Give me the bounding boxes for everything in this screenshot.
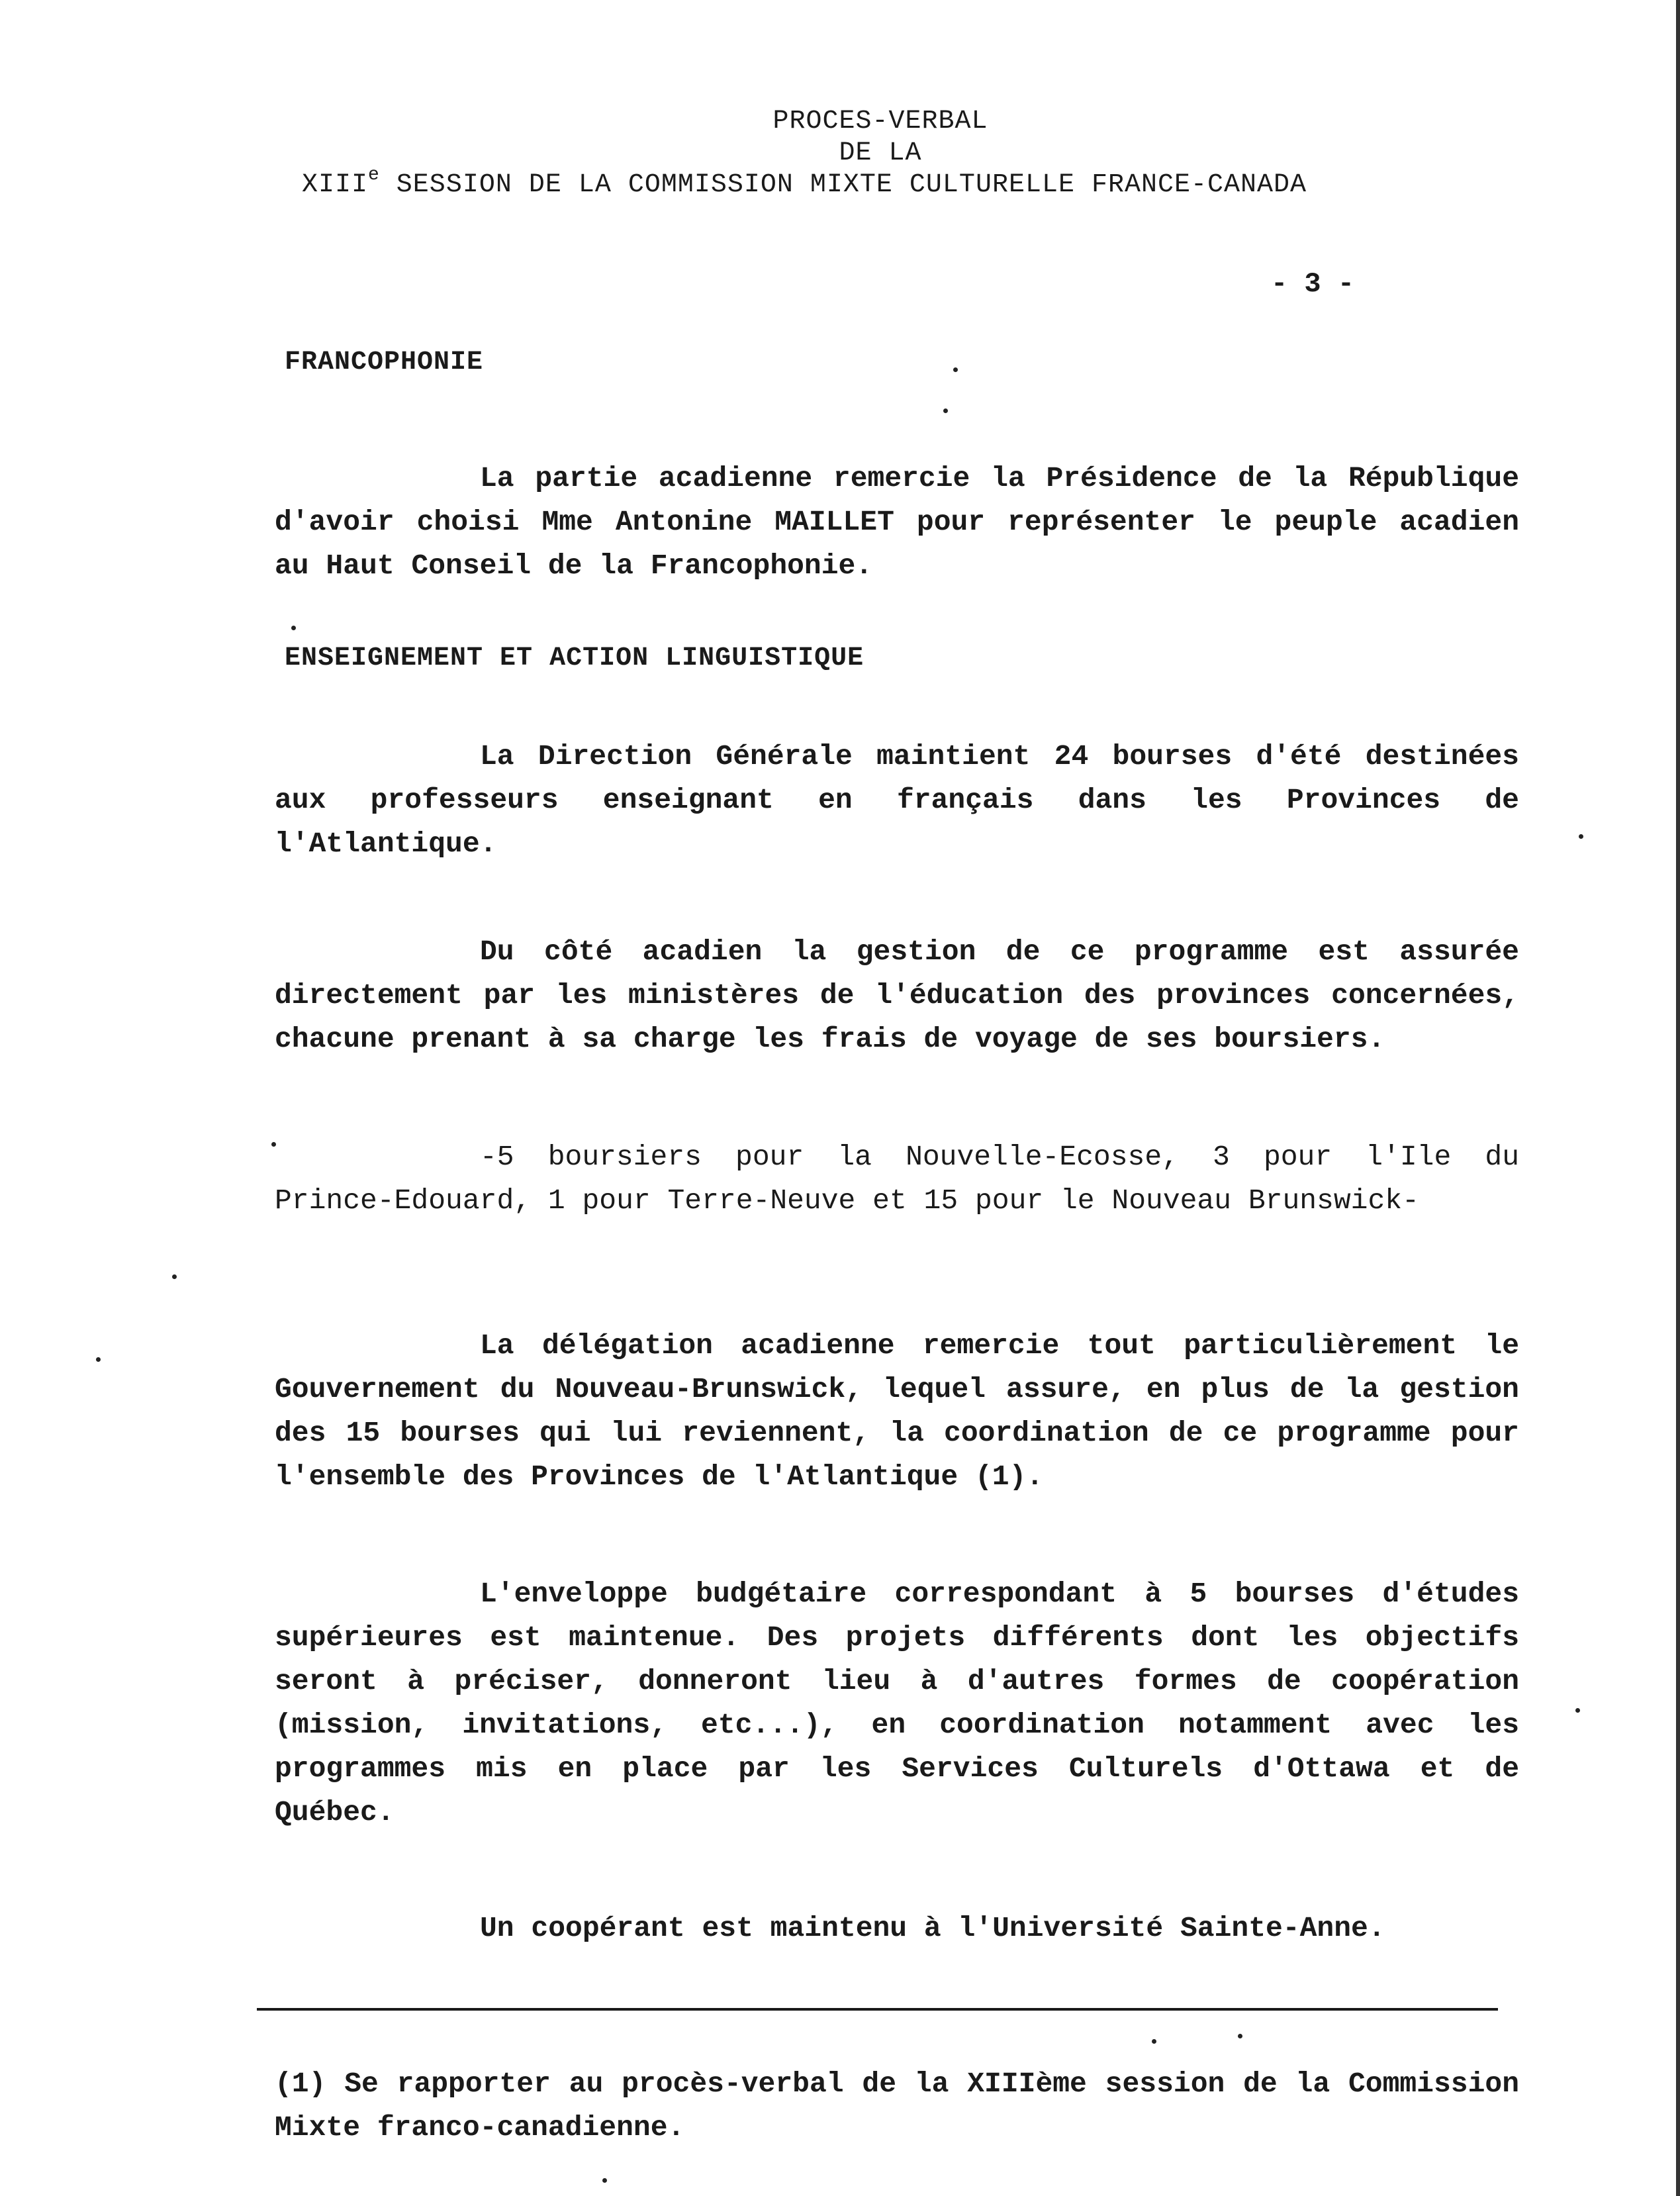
paragraph-enveloppe-budgetaire: L'enveloppe budgétaire correspondant à 5 bourses d'études supérieures est maintenue. Des projets différents dont les objectifs seront à préciser, donneront lieu à d'autres formes de coopération (mission, invitations, etc...), en coordination notamment avec les programmes mis en place par les Services Culturels d'Ottawa et de Québec. — [275, 1578, 1519, 1829]
header-session-text: SESSION DE LA COMMISSION MIXTE CULTURELLE FRANCE-CANADA — [379, 170, 1307, 200]
scan-speck — [271, 1142, 276, 1147]
header-subtitle: DE LA — [839, 138, 922, 168]
paragraph-bourses-ete: La Direction Générale maintient 24 bourses d'été destinées aux professeurs enseignant en français dans les Provinces de l'Atlantique. — [275, 740, 1519, 860]
header-session-superscript: e — [367, 165, 380, 185]
scan-speck — [953, 367, 958, 372]
footnote-text: (1) Se rapporter au procès-verbal de la XIIIème session de la Commission Mixte franco-canadienne. — [275, 2068, 1519, 2144]
paragraph-gestion-programme: Du côté acadien la gestion de ce programme est assurée directement par les ministères de l'éducation des provinces concernées, chacune prenant à sa charge les frais de voyage de ses boursiers. — [275, 935, 1519, 1055]
header-session-line — [99, 165, 1509, 201]
paragraph-francophonie: La partie acadienne remercie la Présidence de la République d'avoir choisi Mme Antonine MAILLET pour représenter le peuple acadien au Haut Conseil de la Francophonie. — [275, 462, 1519, 582]
section-heading-enseignement: ENSEIGNEMENT ET ACTION LINGUISTIQUE — [285, 644, 864, 673]
scan-speck — [943, 408, 948, 413]
scan-speck — [291, 626, 296, 630]
scan-speck — [1575, 1708, 1580, 1713]
paragraph-repartition-boursiers: -5 boursiers pour la Nouvelle-Ecosse, 3 pour l'Ile du Prince-Edouard, 1 pour Terre-Neuve et 15 pour le Nouveau Brunswick- — [275, 1141, 1519, 1217]
scan-speck — [96, 1357, 101, 1362]
paragraph-remerciements: La délégation acadienne remercie tout particulièrement le Gouvernement du Nouveau-Brunswick, lequel assure, en plus de la gestion des 15 bourses qui lui reviennent, la coordination de ce programme pour l'ensemble des Provinces de l'Atlantique (1). — [275, 1329, 1519, 1493]
scan-speck — [602, 2178, 607, 2183]
section-heading-francophonie: FRANCOPHONIE — [285, 348, 484, 377]
page-number: - 3 - — [1271, 268, 1355, 300]
header-session-number: XIII — [301, 170, 368, 200]
paragraph-cooperant: Un coopérant est maintenu à l'Université Sainte-Anne. — [480, 1912, 1385, 1944]
footnote-separator — [257, 2008, 1498, 2011]
scan-speck — [1579, 834, 1583, 839]
document-header — [252, 106, 1509, 201]
scan-speck — [1152, 2039, 1156, 2044]
header-title: PROCES-VERBAL — [772, 107, 988, 136]
scan-speck — [1238, 2034, 1242, 2038]
scan-edge-line — [1676, 0, 1680, 2196]
scan-speck — [172, 1274, 177, 1279]
